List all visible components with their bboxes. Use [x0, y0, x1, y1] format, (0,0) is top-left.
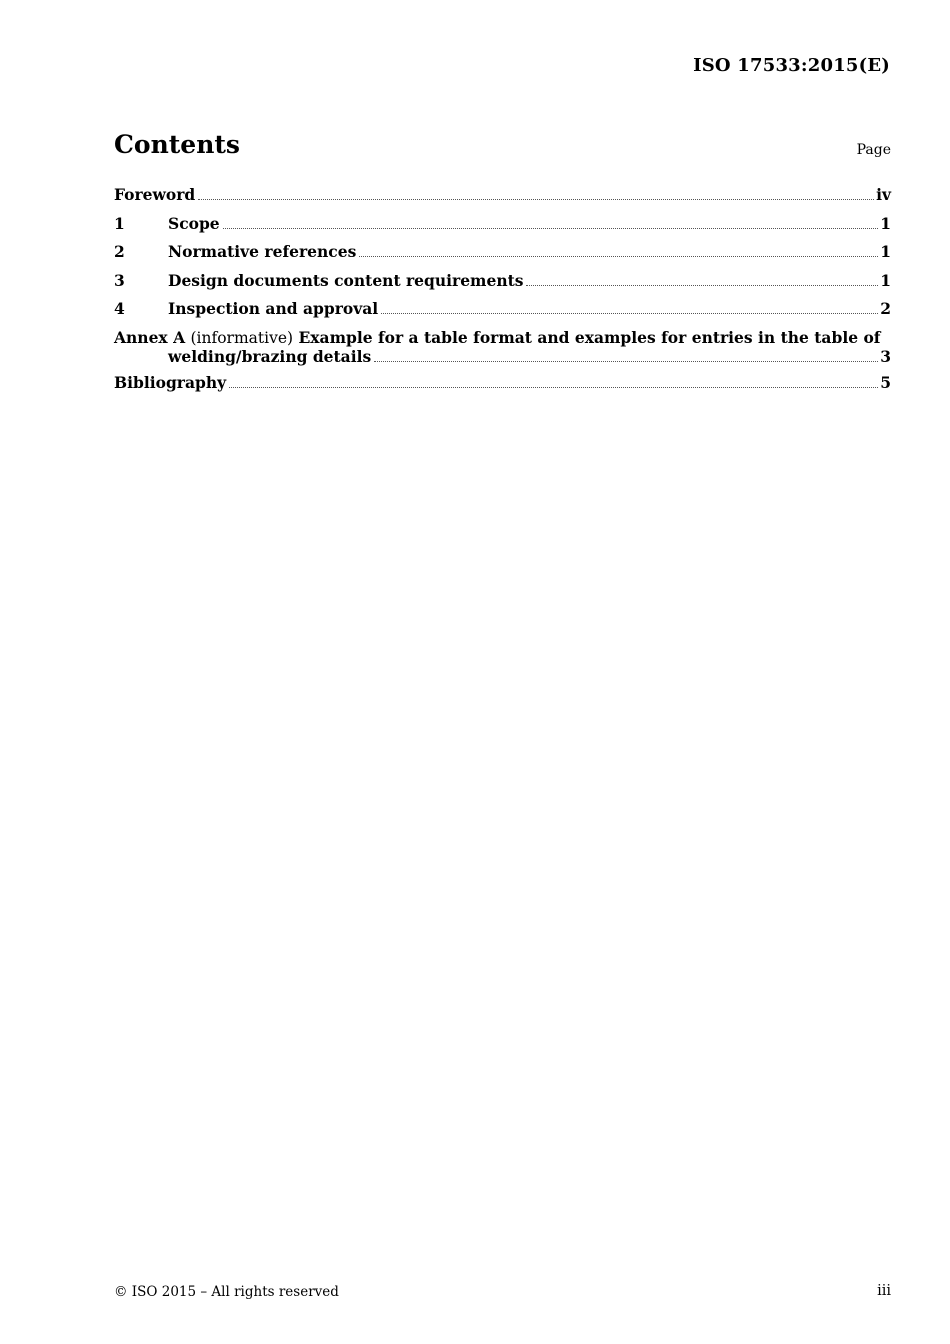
toc-entry-number: 3 [114, 270, 125, 290]
toc-entry-page: 1 [880, 213, 891, 233]
document-id: ISO 17533:2015(E) [693, 55, 890, 76]
toc-entry-title: Inspection and approval [168, 299, 379, 318]
toc-entry-number: 2 [114, 242, 125, 261]
toc-entry-number: 1 [114, 213, 125, 233]
toc-entry-page: 1 [880, 270, 891, 290]
dot-leader [223, 228, 879, 229]
toc-entry-page: 2 [880, 299, 891, 318]
dot-leader [359, 256, 878, 257]
dot-leader [198, 199, 874, 200]
annex-title-line2: welding/brazing details [168, 346, 372, 366]
toc-entry-title: Bibliography [114, 372, 227, 392]
toc-title: Contents [114, 130, 241, 159]
dot-leader [229, 387, 878, 388]
toc-entry-page: 3 [880, 346, 891, 366]
copyright-notice: © ISO 2015 – All rights reserved [114, 1284, 339, 1300]
toc-entry-bibliography[interactable] [114, 373, 891, 402]
dot-leader [526, 285, 878, 286]
toc-entry-inspection-approval[interactable] [114, 299, 891, 328]
toc-entry-scope[interactable] [114, 214, 891, 243]
dot-leader [381, 313, 878, 314]
toc-entry-title: Design documents content requirements [168, 270, 524, 290]
toc-entry-title: Scope [168, 213, 220, 233]
annex-label: Annex A [114, 327, 186, 347]
toc-entry-normative-references[interactable] [114, 242, 891, 271]
toc-entry-page: 1 [880, 242, 891, 261]
annex-heading-line [114, 328, 891, 347]
toc-header [114, 130, 891, 166]
toc-entry-title: Foreword [114, 185, 196, 204]
toc-entry-title: Normative references [168, 242, 357, 261]
toc-entry-page: 5 [880, 372, 891, 392]
toc-entry-design-documents[interactable] [114, 271, 891, 300]
toc-entry-foreword[interactable] [114, 185, 891, 214]
toc-entry-number: 4 [114, 299, 125, 318]
annex-continuation-line [114, 347, 891, 367]
table-of-contents [114, 185, 891, 401]
page-column-label: Page [856, 142, 891, 158]
toc-entry-page: iv [876, 185, 891, 204]
annex-title-line1: Example for a table format and examples for entries in the table of [298, 327, 881, 347]
page-number: iii [877, 1283, 891, 1299]
annex-qualifier: (informative) [190, 328, 294, 347]
dot-leader [374, 361, 878, 362]
toc-entry-annex-a[interactable] [114, 328, 891, 367]
page-footer [114, 1284, 891, 1304]
